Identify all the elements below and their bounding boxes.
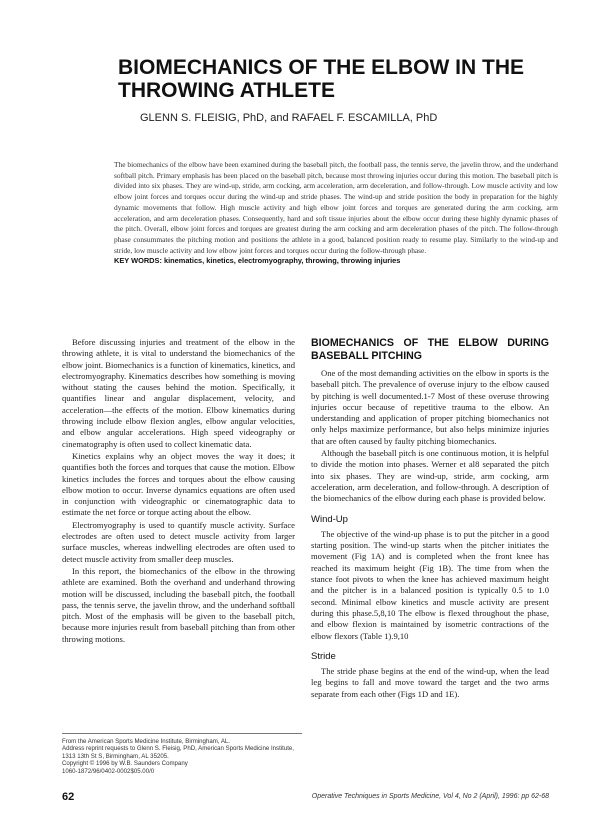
- intro-paragraph-1: Before discussing injuries and treatment of the elbow in the throwing athlete, it is vital to understand the biomechanics of the elbow joint. Biomechanics is a function of kinematics, kinetics, and electromyography. Kinematics describes how something is moving without stating the causes behind the motion. Specifically, it quantifies linear and angular displacement, velocity, and acceleration—the effects of the motion. Elbow kinematics during throwing include elbow flexion angles, elbow angular velocities, and elbow angular accelerations. High speed videography or cinematography is often used to collect kinematic data.: [62, 337, 295, 449]
- section-paragraph-1: One of the most demanding activities on the elbow in sports is the baseball pitch. The prevalence of overuse injury to the elbow caused by pitching is well documented.1-7 Most of these overuse throwing injuries occur because of repetitive trauma to the elbow. An understanding and application of proper pitching biomechanics not only helps maximize performance, but also helps minimize injuries that are often caused by faulty pitching biomechanics.: [311, 368, 549, 446]
- article-title: BIOMECHANICS OF THE ELBOW IN THE THROWING ATHLETE: [118, 56, 524, 102]
- windup-heading: Wind-Up: [311, 513, 348, 525]
- footnote-affiliation: From the American Sports Medicine Institute, Birmingham, AL.: [62, 738, 230, 745]
- footnote-issn: 1060-1872/96/0402-0002$05.00/0: [62, 767, 155, 775]
- windup-paragraph: The objective of the wind-up phase is to put the pitcher in a good starting position. The wind-up starts when the pitcher initiates the movement (Fig 1A) and is completed when the front knee has reached its maximum height (Fig 1B). The time from when the stance foot pivots to when the knee has achieved maximum height and the pitcher is in a balanced position is typically 0.5 to 1.0 second. Minimal elbow kinetics and muscle activity are present during this phase.5,8,10 The elbow is flexed throughout the phase, and elbow flexion is maintained by isometric contractions of the elbow flexors (Table 1).9,10: [311, 528, 549, 641]
- abstract: [114, 160, 558, 267]
- intro-paragraph-3: Electromyography is used to quantify muscle activity. Surface electrodes are often used to detect muscle activity from larger surface muscles, whereas indwelling electrodes are often used to detect muscle activity from smaller deep muscles.: [62, 519, 295, 564]
- footnote-copyright: Copyright © 1996 by W.B. Saunders Company: [62, 760, 188, 768]
- left-column: [62, 337, 295, 646]
- footnotes: [62, 733, 302, 775]
- running-footer: Operative Techniques in Sports Medicine, Vol 4, No 2 (April), 1996: pp 62-68: [311, 793, 549, 800]
- stride-paragraph: The stride phase begins at the end of the wind-up, when the lead leg begins to fall and move toward the target and the two arms separate from each other (Figs 1D and 1E).: [311, 666, 549, 699]
- right-column: [311, 337, 549, 701]
- stride-heading: Stride: [311, 650, 336, 662]
- section-paragraph-2: Although the baseball pitch is one continuous motion, it is helpful to divide the motion into phases. Werner et al8 separated the pitch into six phases. They are wind-up, stride, arm cocking, arm acceleration, arm deceleration, and follow-through. A description of the biomechanics of the elbow during each phase is provided below.: [311, 448, 549, 504]
- section-heading: BIOMECHANICS OF THE ELBOW DURING BASEBALL PITCHING: [311, 337, 549, 362]
- footnote-reprints: Address reprint requests to Glenn S. Fleisig, PhD, American Sports Medicine Institute, 1313 13th St S, Birmingham, AL 35205.: [62, 745, 295, 760]
- keywords: KEY WORDS: kinematics, kinetics, electromyography, throwing, throwing injuries: [114, 256, 401, 266]
- page-number: 62: [62, 791, 75, 803]
- intro-paragraph-4: In this report, the biomechanics of the elbow in the throwing athlete are examined. Both the overhand and underhand throwing motion will be discussed, including the baseball pitch, the football pass, the tennis serve, the javelin throw, and the underhand softball pitch. Most of the emphasis will be given to the baseball pitch, because more injuries result from baseball pitching than from other throwing motions.: [62, 565, 295, 644]
- article-authors: GLENN S. FLEISIG, PhD, and RAFAEL F. ESCAMILLA, PhD: [140, 112, 438, 124]
- intro-paragraph-2: Kinetics explains why an object moves the way it does; it quantifies both the forces and torques that cause the motion. Elbow kinetics includes the forces and torques about the elbow causing elbow motion to occur. Inverse dynamics equations are often used in conjunction with videographic or cinematographic data to estimate the net force or torque acting about the elbow.: [62, 450, 295, 518]
- abstract-text: The biomechanics of the elbow have been examined during the baseball pitch, the football pass, the tennis serve, the javelin throw, and the underhand softball pitch. Primary emphasis has been placed on the baseball pitch, because most throwing injuries occur during this motion. The baseball pitch is divided into six phases. They are wind-up, stride, arm cocking, arm acceleration, arm deceleration, and follow-through. Low muscle activity and low elbow joint forces and torques occur during the wind-up and stride phases. The wind-up and stride position the body in preparation for the highly dynamic movements that follow. High muscle activity and high elbow joint forces and torques are generated during the arm cocking, arm acceleration, and arm deceleration phases. Consequently, hard and soft tissue injuries about the elbow occur during these highly dynamic phases of the pitch. Overall, elbow joint forces and torques are greatest during the arm cocking and arm deceleration phases of the pitch. The follow-through phase consummates the pitching motion and positions the athlete in a good, balanced position ready to resume play. Similarly to the wind-up and stride, low muscle activity and low elbow joint forces and torques occur during the follow-through phase.: [114, 160, 558, 255]
